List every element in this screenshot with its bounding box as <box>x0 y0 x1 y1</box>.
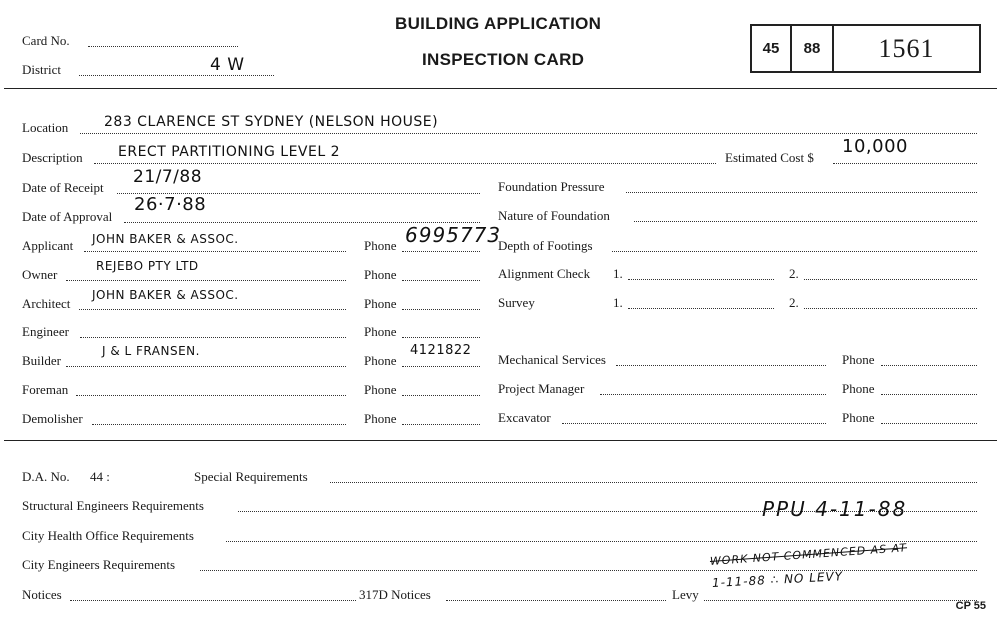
demolisher-phone-label: Phone <box>364 411 397 426</box>
builder-line <box>66 364 346 367</box>
number-box-cell-2: 88 <box>792 26 834 71</box>
excavator-label: Excavator <box>498 410 551 425</box>
survey-1-line <box>628 306 774 309</box>
builder-value: J & L FRANSEN. <box>102 344 200 358</box>
architect-line <box>79 307 346 310</box>
description-value: ERECT PARTITIONING LEVEL 2 <box>118 144 341 160</box>
date-of-receipt-label: Date of Receipt <box>22 180 104 195</box>
mechanical-services-phone-line <box>881 363 977 366</box>
builder-label: Builder <box>22 353 61 368</box>
project-manager-line <box>600 392 826 395</box>
special-requirements-label: Special Requirements <box>194 469 308 484</box>
engineer-phone-label: Phone <box>364 324 397 339</box>
applicant-phone-value: 6995773 <box>405 223 502 247</box>
estimated-cost-label: Estimated Cost $ <box>725 150 814 165</box>
estimated-cost-line <box>833 161 977 164</box>
builder-phone-line <box>402 364 480 367</box>
levy-line <box>704 598 977 601</box>
mechanical-services-phone-label: Phone <box>842 352 875 367</box>
district-label: District <box>22 62 61 77</box>
description-label: Description <box>22 150 83 165</box>
notices-line <box>70 598 356 601</box>
alignment-check-1-line <box>628 277 774 280</box>
date-of-approval-value: 26·7·88 <box>134 194 207 215</box>
da-no-label: D.A. No. <box>22 469 70 484</box>
city-health-label: City Health Office Requirements <box>22 528 194 543</box>
location-line <box>80 131 977 134</box>
excavator-phone-line <box>881 421 977 424</box>
applicant-line <box>84 249 346 252</box>
structural-engineers-note: PPU 4-11-88 <box>762 497 908 521</box>
notices-label: Notices <box>22 587 62 602</box>
architect-phone-label: Phone <box>364 296 397 311</box>
city-engineers-line <box>200 568 977 571</box>
applicant-phone-line <box>402 249 480 252</box>
city-engineers-label: City Engineers Requirements <box>22 557 176 572</box>
nature-of-foundation-label: Nature of Foundation <box>498 208 610 223</box>
excavator-phone-label: Phone <box>842 410 875 425</box>
number-box-cell-3: 1561 <box>878 33 935 63</box>
levy-value: 1-11-88 ∴ NO LEVY <box>711 569 844 590</box>
project-manager-label: Project Manager <box>498 381 585 396</box>
city-engineers-note: WORK NOT COMMENCED AS AT <box>709 541 908 568</box>
owner-label: Owner <box>22 267 58 282</box>
foreman-phone-line <box>402 393 480 396</box>
owner-value: REJEBO PTY LTD <box>96 259 199 273</box>
form-code: CP 55 <box>955 600 986 612</box>
requirements-divider <box>4 440 997 441</box>
survey-2-line <box>804 306 977 309</box>
applicant-value: JOHN BAKER & ASSOC. <box>92 232 239 246</box>
project-manager-phone-label: Phone <box>842 381 875 396</box>
notices-317d-line <box>446 598 666 601</box>
foreman-line <box>76 393 346 396</box>
demolisher-phone-line <box>402 422 480 425</box>
applicant-phone-label: Phone <box>364 238 397 253</box>
notices-317d-label: 317D Notices <box>359 587 431 602</box>
project-manager-phone-line <box>881 392 977 395</box>
survey-1-label: 1. <box>613 295 623 310</box>
alignment-check-label: Alignment Check <box>498 266 591 281</box>
title-line-1: BUILDING APPLICATION <box>395 14 602 33</box>
architect-value: JOHN BAKER & ASSOC. <box>92 288 239 302</box>
number-box-cell-1: 45 <box>752 26 792 71</box>
nature-of-foundation-line <box>634 219 977 222</box>
title-line-2: INSPECTION CARD <box>422 50 585 69</box>
description-line <box>94 161 716 164</box>
foreman-label: Foreman <box>22 382 69 397</box>
estimated-cost-value: 10,000 <box>842 136 908 157</box>
engineer-phone-line <box>402 335 480 338</box>
alignment-check-2-line <box>804 277 977 280</box>
owner-line <box>66 278 346 281</box>
owner-phone-line <box>402 278 480 281</box>
survey-2-label: 2. <box>789 295 799 310</box>
applicant-label: Applicant <box>22 238 74 253</box>
card-no-line <box>88 44 238 47</box>
engineer-label: Engineer <box>22 324 69 339</box>
mechanical-services-line <box>616 363 826 366</box>
alignment-check-1-label: 1. <box>613 266 623 281</box>
card-number-box <box>750 24 981 73</box>
special-requirements-line <box>330 480 977 483</box>
mechanical-services-label: Mechanical Services <box>498 352 606 367</box>
da-no-value: 44 : <box>90 469 110 484</box>
date-of-receipt-value: 21/7/88 <box>133 167 203 187</box>
owner-phone-label: Phone <box>364 267 397 282</box>
header-divider <box>4 88 997 89</box>
date-of-approval-label: Date of Approval <box>22 209 113 224</box>
levy-label: Levy <box>672 587 699 602</box>
architect-label: Architect <box>22 296 71 311</box>
alignment-check-2-label: 2. <box>789 266 799 281</box>
structural-engineers-label: Structural Engineers Requirements <box>22 498 204 513</box>
district-value: 4 W <box>210 55 245 75</box>
foreman-phone-label: Phone <box>364 382 397 397</box>
builder-phone-label: Phone <box>364 353 397 368</box>
location-label: Location <box>22 120 69 135</box>
location-value: 283 CLARENCE ST SYDNEY (NELSON HOUSE) <box>104 114 439 130</box>
depth-of-footings-label: Depth of Footings <box>498 238 593 253</box>
demolisher-label: Demolisher <box>22 411 83 426</box>
foundation-pressure-label: Foundation Pressure <box>498 179 605 194</box>
survey-label: Survey <box>498 295 535 310</box>
demolisher-line <box>92 422 346 425</box>
architect-phone-line <box>402 307 480 310</box>
excavator-line <box>562 421 826 424</box>
foundation-pressure-line <box>626 190 977 193</box>
builder-phone-value: 4121822 <box>410 343 472 358</box>
depth-of-footings-line <box>612 249 977 252</box>
district-line <box>79 73 274 76</box>
card-no-label: Card No. <box>22 33 70 48</box>
engineer-line <box>80 335 346 338</box>
